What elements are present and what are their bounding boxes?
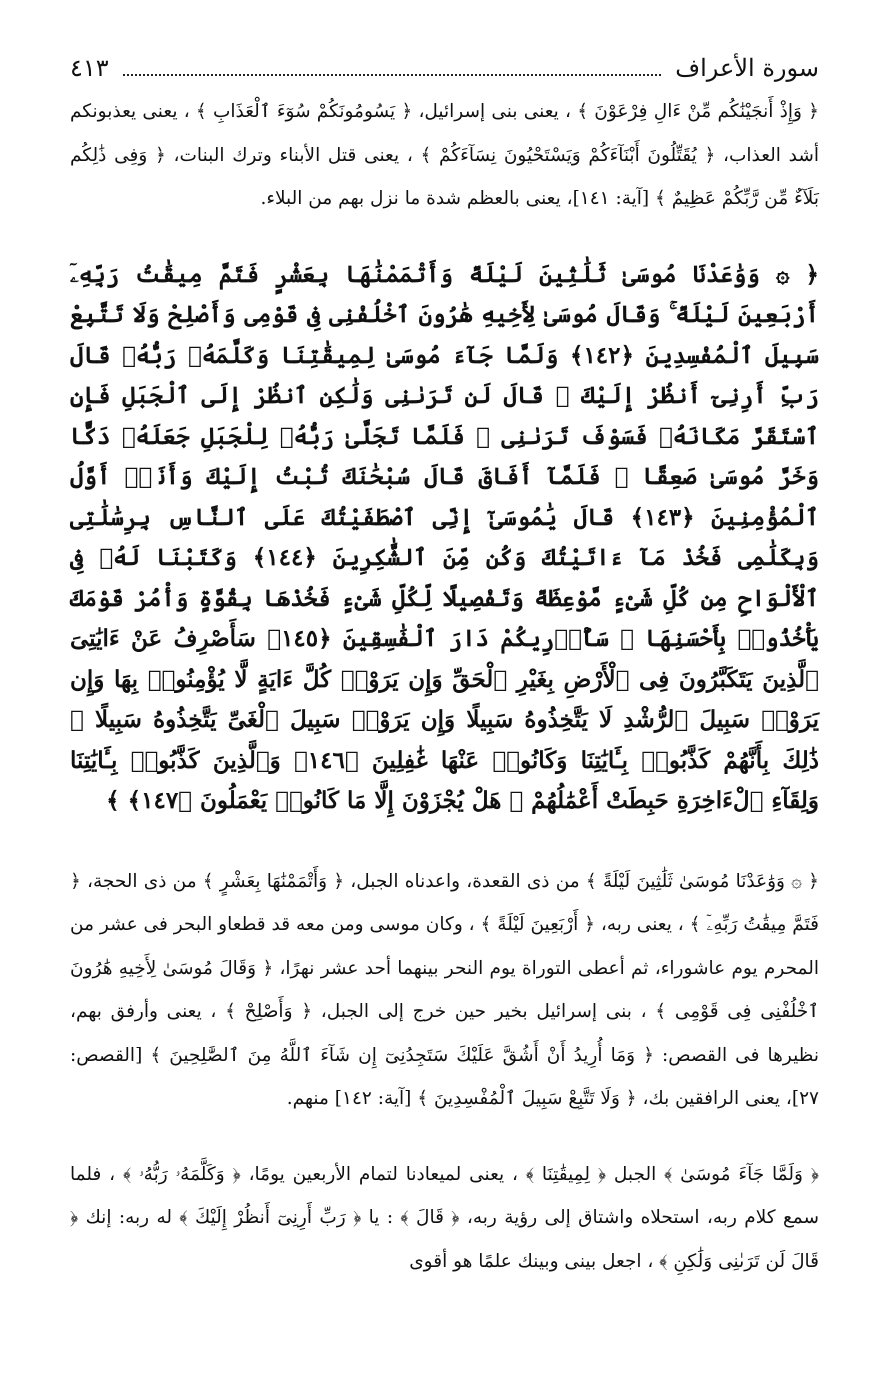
header-dotted-leader bbox=[123, 74, 662, 76]
spacer bbox=[70, 822, 819, 860]
page-number: ٤١٣ bbox=[70, 54, 109, 82]
commentary-paragraph-1: ﴿ وَإِذْ أَنجَيْنَٰكُم مِّنْ ءَالِ فِرْعَوْنَ ﴾ ، يعنى بنى إسرائيل، ﴿ يَسُومُونَكُمْ سُوٓءَ ٱلْعَذَابِ ﴾ ، يعنى يعذبونكم أشد العذاب، ﴿ يُقَتِّلُونَ أَبْنَآءَكُمْ وَيَسْتَحْيُونَ نِسَآءَكُمْ ﴾ ، يعنى قتل الأبناء وترك البنات، ﴿ وَفِى ذَٰلِكُم بَلَآءٌ مِّن رَّبِّكُمْ عَظِيمٌ ﴾ [آية: ١٤١]، يعنى بالعظم شدة ما نزل بهم من البلاء. bbox=[70, 101, 819, 209]
spacer bbox=[70, 1121, 819, 1153]
spacer bbox=[70, 221, 819, 255]
quran-verses-block: ﴿ ۞ وَوَٰعَدْنَا مُوسَىٰ ثَلَٰثِينَ لَيْلَةً وَأَتْمَمْنَٰهَا بِعَشْرٍ فَتَمَّ مِيقَٰتُ رَبِّهِۦٓ أَرْبَعِينَ لَيْلَةً ۚ وَقَالَ مُوسَىٰ لِأَخِيهِ هَٰرُونَ ٱخْلُفْنِى فِى قَوْمِى وَأَصْلِحْ وَلَا تَتَّبِعْ سَبِيلَ ٱلْمُفْسِدِينَ ﴿١٤٢﴾ وَلَمَّا جَآءَ مُوسَىٰ لِمِيقَٰتِنَا وَكَلَّمَهُۥ رَبُّهُۥ قَالَ رَبِّ أَرِنِىٓ أَنظُرْ إِلَيْكَ ۚ قَالَ لَن تَرَىٰنِى وَلَٰكِنِ ٱنظُرْ إِلَى ٱلْجَبَلِ فَإِنِ ٱسْتَقَرَّ مَكَانَهُۥ فَسَوْفَ تَرَىٰنِى ۚ فَلَمَّا تَجَلَّىٰ رَبُّهُۥ لِلْجَبَلِ جَعَلَهُۥ دَكًّا وَخَرَّ مُوسَىٰ صَعِقًا ۚ فَلَمَّآ أَفَاقَ قَالَ سُبْحَٰنَكَ تُبْتُ إِلَيْكَ وَأَنَا۠ أَوَّلُ ٱلْمُؤْمِنِينَ ﴿١٤٣﴾ قَالَ يَٰمُوسَىٰٓ إِنِّى ٱصْطَفَيْتُكَ عَلَى ٱلنَّاسِ بِرِسَٰلَٰتِى وَبِكَلَٰمِى فَخُذْ مَآ ءَاتَيْتُكَ وَكُن مِّنَ ٱلشَّٰكِرِينَ ﴿١٤٤﴾ وَكَتَبْنَا لَهُۥ فِى ٱلْأَلْوَاحِ مِن كُلِّ شَىْءٍ مَّوْعِظَةً وَتَفْصِيلًا لِّكُلِّ شَىْءٍ فَخُذْهَا بِقُوَّةٍ وَأْمُرْ قَوْمَكَ يَأْخُذُوا۟ بِأَحْسَنِهَا ۚ سَأُو۟رِيكُمْ دَارَ ٱلْفَٰسِقِينَ ﴿١٤٥﴾ سَأَصْرِفُ عَنْ ءَايَٰتِىَ ٱلَّذِينَ يَتَكَبَّرُونَ فِى ٱلْأَرْضِ بِغَيْرِ ٱلْحَقِّ وَإِن يَرَوْا۟ كُلَّ ءَايَةٍ لَّا يُؤْمِنُوا۟ بِهَا وَإِن يَرَوْا۟ سَبِيلَ ٱلرُّشْدِ لَا يَتَّخِذُوهُ سَبِيلًا وَإِن يَرَوْا۟ سَبِيلَ ٱلْغَىِّ يَتَّخِذُوهُ سَبِيلًا ۚ ذَٰلِكَ بِأَنَّهُمْ كَذَّبُوا۟ بِـَٔايَٰتِنَا وَكَانُوا۟ عَنْهَا غَٰفِلِينَ ﴿١٤٦﴾ وَٱلَّذِينَ كَذَّبُوا۟ بِـَٔايَٰتِنَا وَلِقَآءِ ٱلْءَاخِرَةِ حَبِطَتْ أَعْمَٰلُهُمْ ۚ هَلْ يُجْزَوْنَ إِلَّا مَا كَانُوا۟ يَعْمَلُونَ ﴿١٤٧﴾ ﴾ bbox=[70, 260, 819, 814]
surah-title: سورة الأعراف bbox=[675, 54, 819, 82]
commentary-paragraph-3: ﴿ وَلَمَّا جَآءَ مُوسَىٰ ﴾ الجبل ﴿ لِمِيقَٰتِنَا ﴾ ، يعنى لميعادنا لتمام الأربعين يومًا، ﴿ وَكَلَّمَهُۥ رَبُّهُۥ ﴾ ، فلما سمع كلام ربه، استحلاه واشتاق إلى رؤية ربه، ﴿ قَالَ ﴾ : يا ﴿ رَبِّ أَرِنِىٓ أَنظُرْ إِلَيْكَ ﴾ له ربه: إنك ﴿ قَالَ لَن تَرَىٰنِى وَلَٰكِنِ ﴾ ، اجعل بينى وبينك علمًا هو أقوى bbox=[70, 1163, 819, 1272]
commentary-paragraph-2: ﴿ ۞ وَوَٰعَدْنَا مُوسَىٰ ثَلَٰثِينَ لَيْلَةً ﴾ من ذى القعدة، واعدناه الجبل، ﴿ وَأَتْمَمْنَٰهَا بِعَشْرٍ ﴾ من ذى الحجة، ﴿ فَتَمَّ مِيقَٰتُ رَبِّهِۦٓ ﴾ ، يعنى ربه، ﴿ أَرْبَعِينَ لَيْلَةً ﴾ ، وكان موسى ومن معه قد قطعاو البحر فى عشر من المحرم يوم عاشوراء، ثم أعطى التوراة يوم النحر بينهما أحد عشر نهرًا، ﴿ وَقَالَ مُوسَىٰ لِأَخِيهِ هَٰرُونَ ٱخْلُفْنِى فِى قَوْمِى ﴾ ، بنى إسرائيل بخير حين خرج إلى الجبل، ﴿ وَأَصْلِحْ ﴾ ، يعنى وأرفق بهم، نظيرها فى القصص: ﴿ وَمَا أُرِيدُ أَنْ أَشُقَّ عَلَيْكَ سَتَجِدُنِىٓ إِن شَآءَ ٱللَّهُ مِنَ ٱلصَّٰلِحِينَ ﴾ [القصص: ٢٧]، يعنى الرافقين بك، ﴿ وَلَا تَتَّبِعْ سَبِيلَ ٱلْمُفْسِدِينَ ﴾ [آية: ١٤٢] منهم. bbox=[70, 870, 819, 1109]
page-header bbox=[70, 52, 819, 84]
